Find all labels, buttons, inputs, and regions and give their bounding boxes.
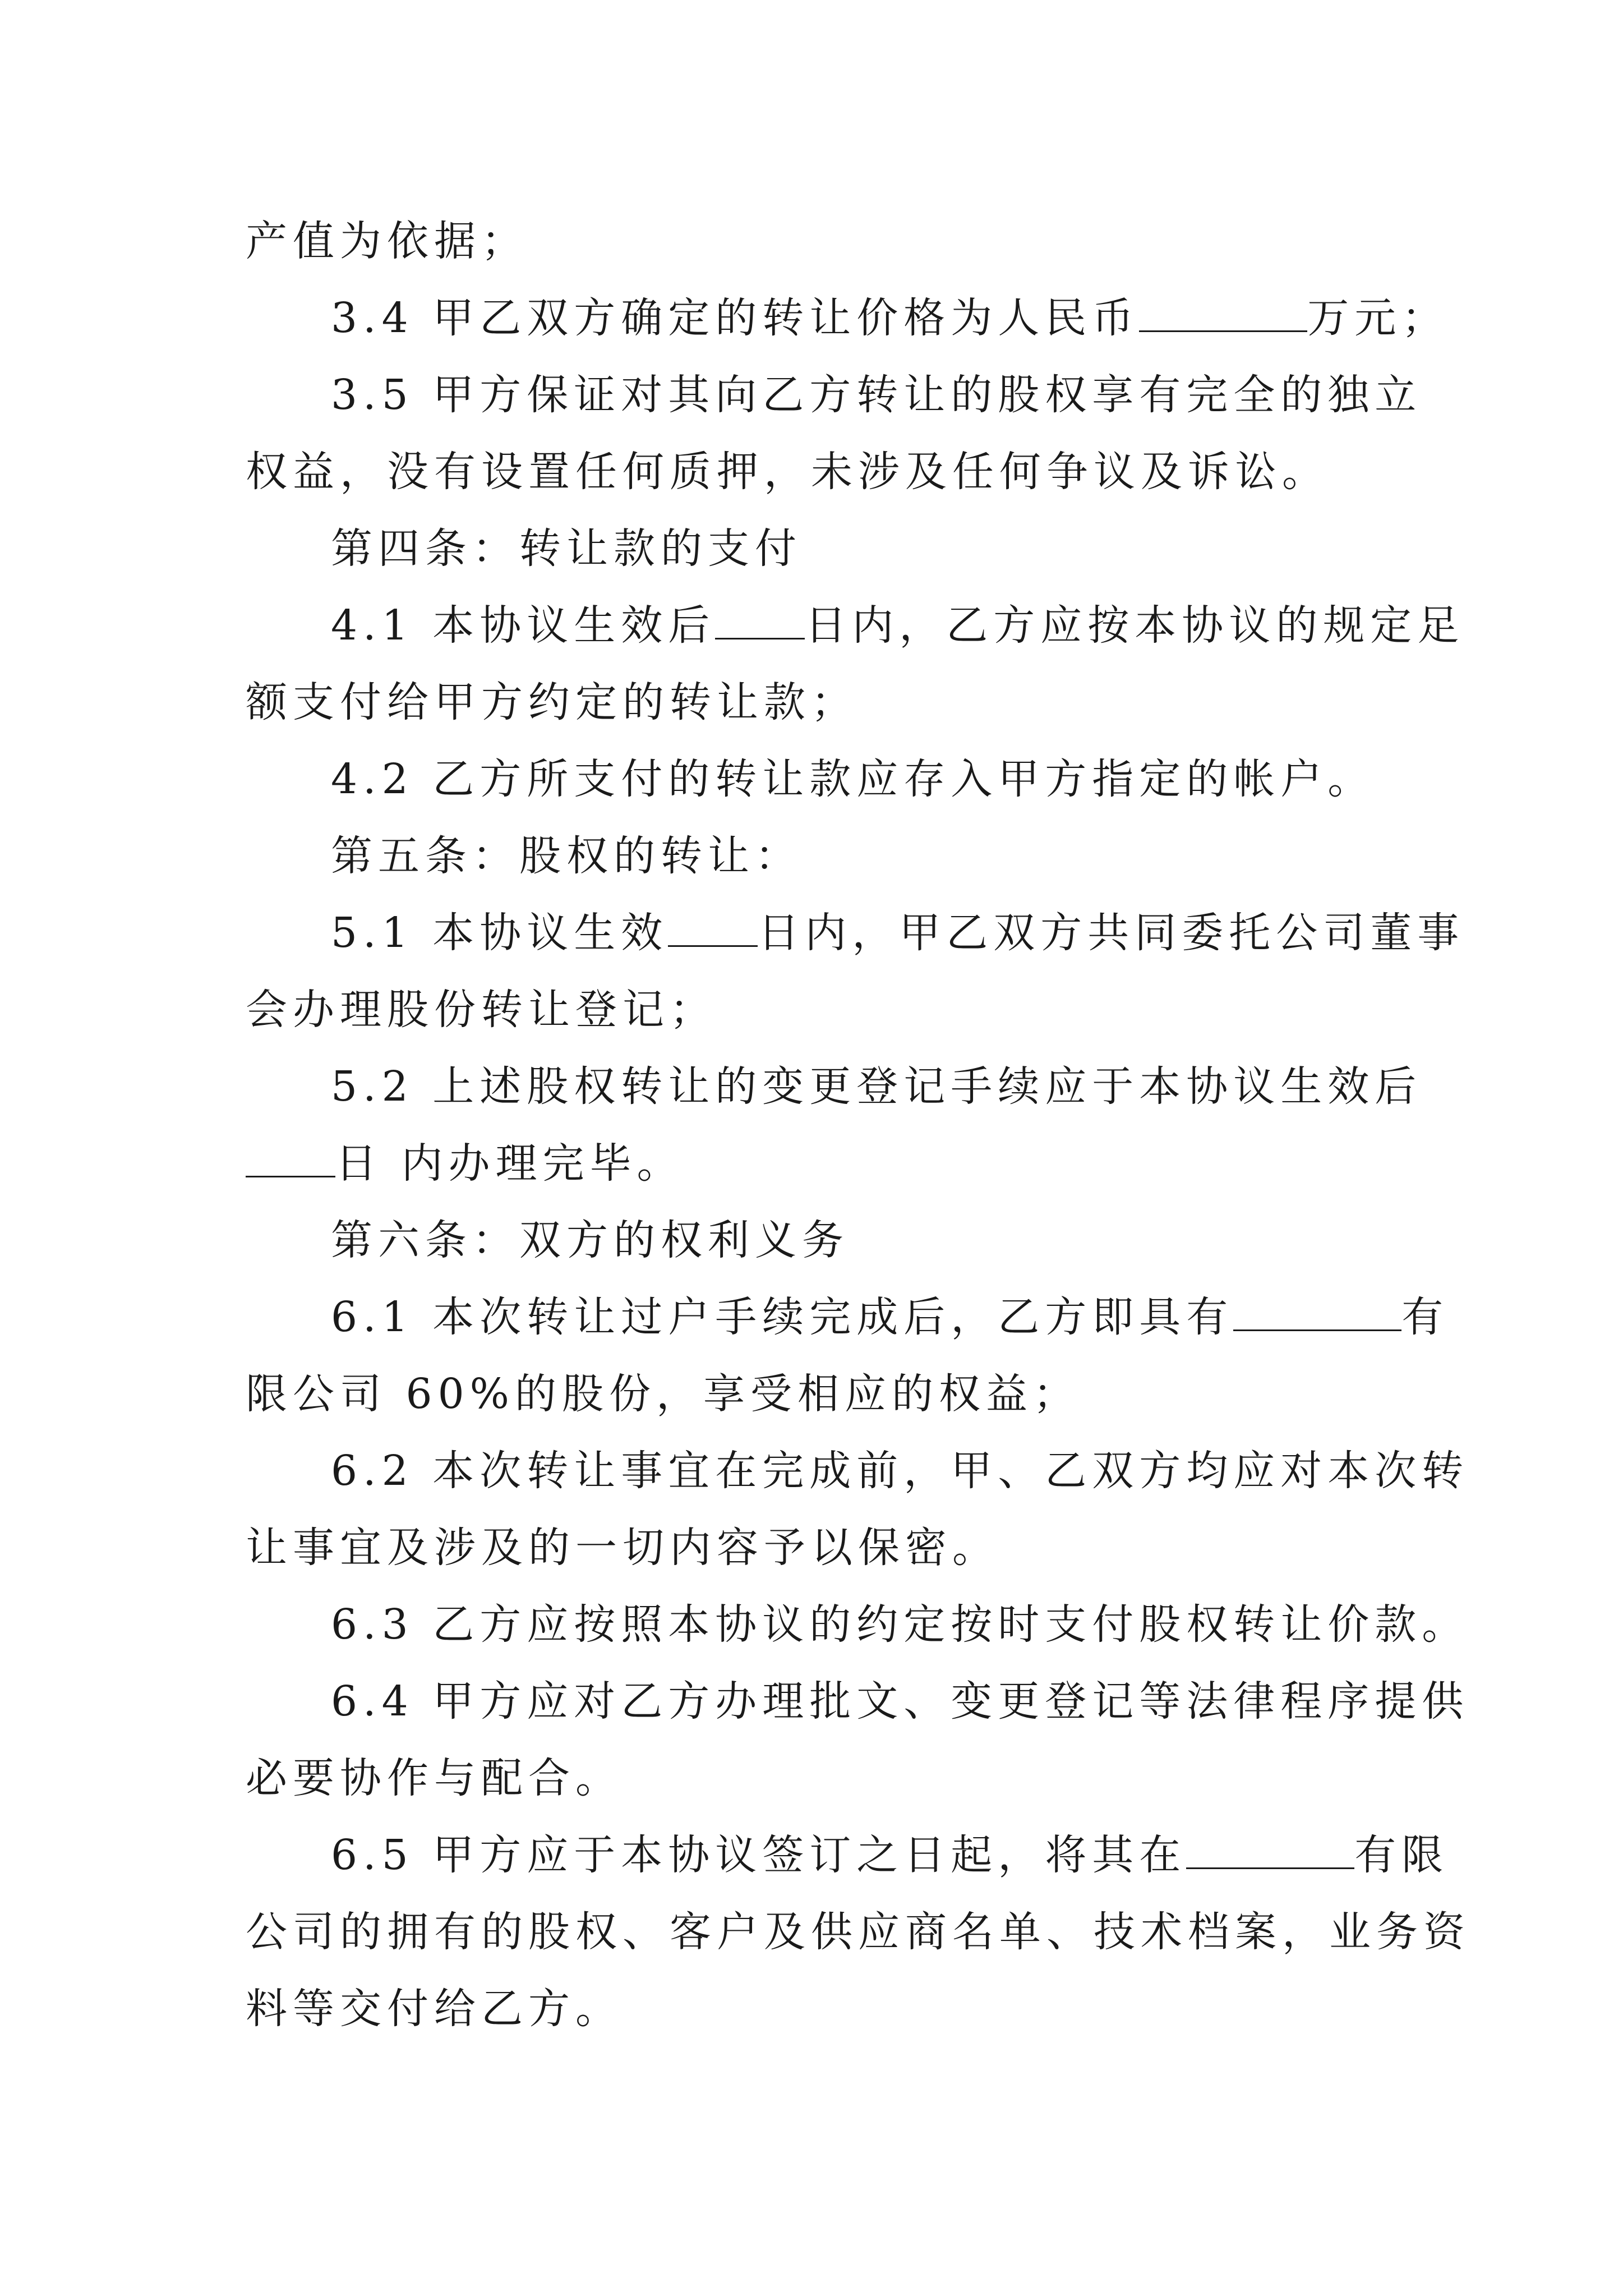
line-text: 权益，没有设置任何质押，未涉及任何争议及诉讼。 <box>246 448 1329 496</box>
text-line <box>331 1591 1469 1658</box>
line-text: 3.4 甲乙双方确定的转让价格为人民币 <box>331 294 1140 342</box>
line-text: 料等交付给乙方。 <box>246 1985 623 2033</box>
heading-text: 第四条：转让款的支付 <box>331 524 802 573</box>
line-text: 会办理股份转让登记； <box>246 986 717 1034</box>
text-line <box>331 1437 1469 1504</box>
line-text: 4.1 本协议生效后 <box>331 601 716 650</box>
text-line <box>246 1898 1470 1966</box>
line-text: 6.4 甲方应对乙方办理批文、变更登记等法律程序提供 <box>331 1677 1469 1726</box>
fill-in-blank <box>246 1134 335 1177</box>
text-line <box>246 208 1390 275</box>
text-line <box>246 438 1390 505</box>
line-text: 6.5 甲方应于本协议签订之日起，将其在 <box>331 1831 1187 1879</box>
text-line <box>246 1514 1390 1581</box>
line-text: 公司的拥有的股权、客户及供应商名单、技术档案，业务资 <box>246 1908 1470 1956</box>
fill-in-blank <box>668 904 758 947</box>
fill-in-blank <box>1186 1826 1354 1869</box>
line-text: 限公司 60%的股份，享受相应的权益； <box>246 1370 1080 1418</box>
text-line <box>246 976 1390 1043</box>
text-line <box>331 1668 1469 1735</box>
line-text: 日内，乙方应按本协议的规定足 <box>805 601 1465 650</box>
text-line <box>331 284 1449 352</box>
text-line <box>246 669 1390 736</box>
section-heading <box>331 1207 1391 1274</box>
heading-text: 第六条：双方的权利义务 <box>331 1216 849 1264</box>
fill-in-blank <box>1139 289 1307 332</box>
fill-in-blank <box>1233 1288 1401 1331</box>
line-text: 额支付给甲方约定的转让款； <box>246 678 858 726</box>
section-heading <box>331 515 1391 582</box>
fill-in-blank <box>715 596 805 639</box>
line-text: 让事宜及涉及的一切内容予以保密。 <box>246 1524 999 1572</box>
text-line <box>331 746 1391 813</box>
text-line <box>331 1283 1449 1351</box>
line-text: 4.2 乙方所支付的转让款应存入甲方指定的帐户。 <box>331 755 1375 803</box>
line-text: 6.3 乙方应按照本协议的约定按时支付股权转让价款。 <box>331 1600 1469 1649</box>
line-text: 日内，甲乙双方共同委托公司董事 <box>758 909 1465 957</box>
line-text: 有限 <box>1354 1831 1449 1879</box>
text-line <box>331 899 1465 967</box>
line-text: 5.2 上述股权转让的变更登记手续应于本协议生效后 <box>331 1062 1422 1111</box>
line-text: 5.1 本协议生效 <box>331 909 668 957</box>
text-line <box>246 1745 1390 1812</box>
line-text: 日 内办理完毕。 <box>335 1139 684 1188</box>
line-text: 6.2 本次转让事宜在完成前，甲、乙双方均应对本次转 <box>331 1447 1469 1495</box>
text-line <box>246 1360 1390 1428</box>
text-line <box>331 1821 1449 1889</box>
text-line <box>331 592 1465 659</box>
line-text: 产值为依据； <box>246 217 528 265</box>
line-text: 万元； <box>1307 294 1449 342</box>
line-text: 6.1 本次转让过户手续完成后，乙方即具有 <box>331 1293 1234 1341</box>
text-line <box>246 1130 1390 1197</box>
section-heading <box>331 822 1391 890</box>
line-text: 必要协作与配合。 <box>246 1754 623 1802</box>
text-line <box>246 1975 1390 2042</box>
heading-text: 第五条：股权的转让： <box>331 832 802 880</box>
text-line <box>331 361 1422 429</box>
text-line <box>331 1053 1422 1120</box>
line-text: 3.5 甲方保证对其向乙方转让的股权享有完全的独立 <box>331 371 1422 419</box>
line-text: 有 <box>1401 1293 1449 1341</box>
